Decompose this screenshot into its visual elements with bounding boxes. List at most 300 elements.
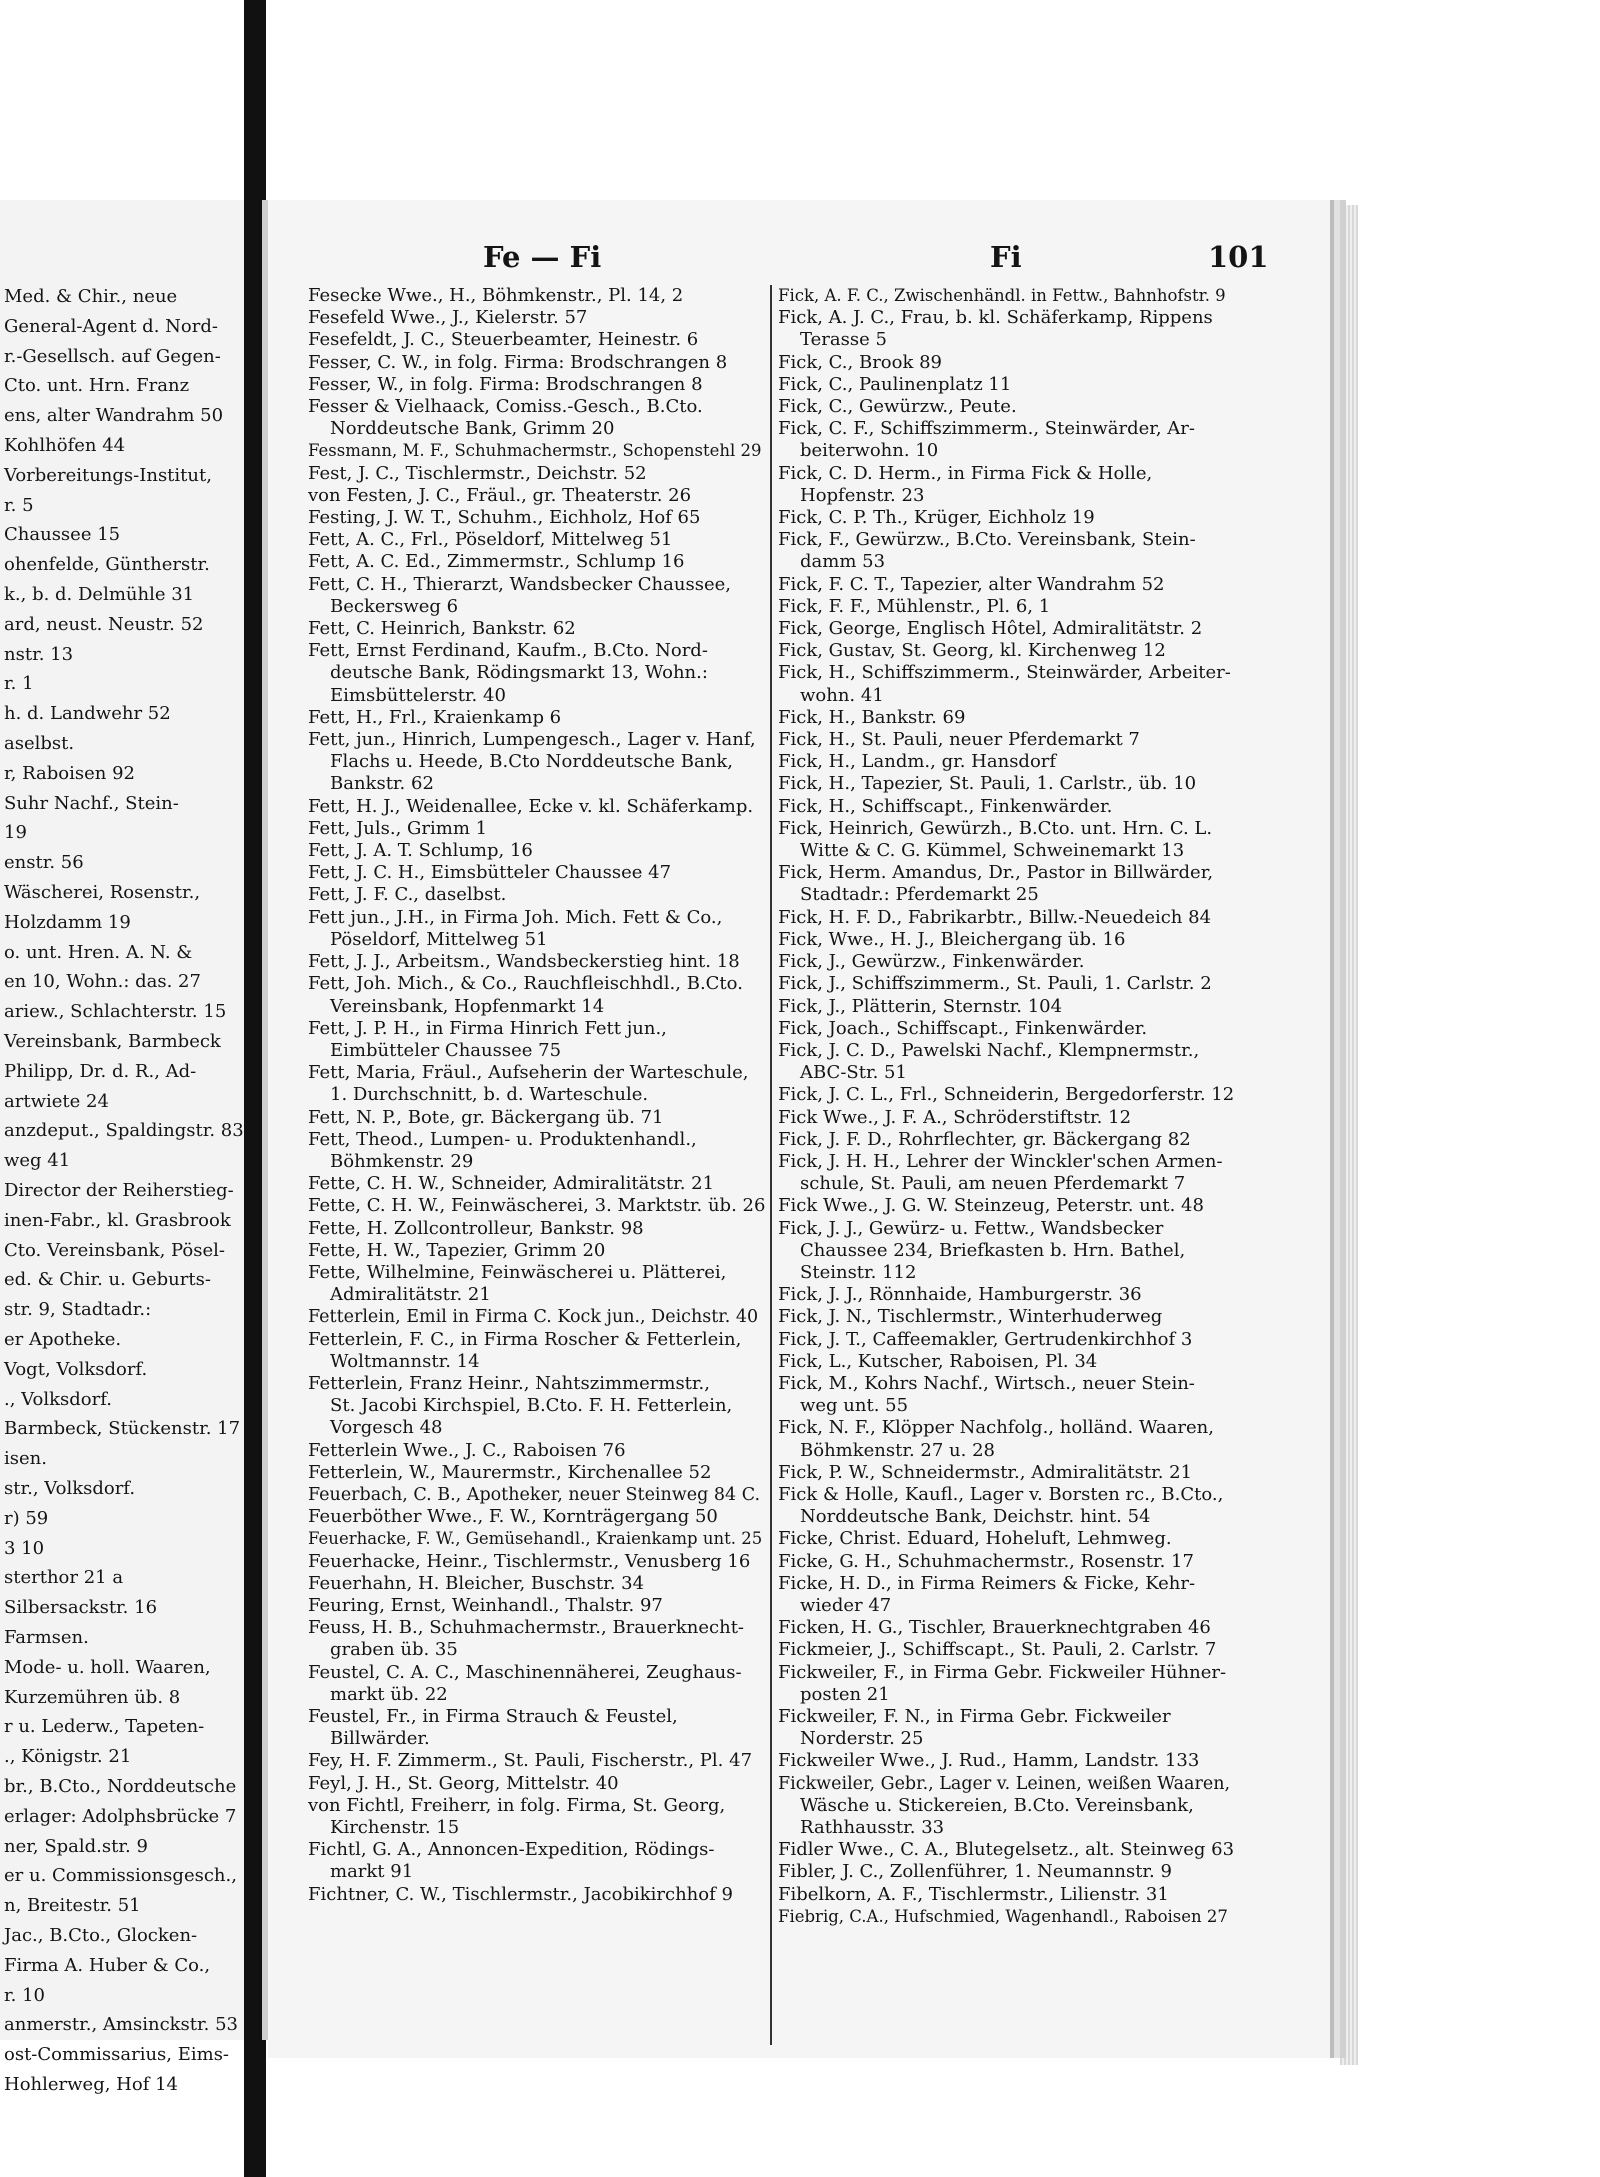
entry-line: Fesser & Vielhaack, Comiss.-Gesch., B.Cto. [308,396,703,418]
entry-line: Fett, A. C. Ed., Zimmermstr., Schlump 16 [308,551,685,573]
directory-entry [778,1706,1236,1750]
entry-line: Fesecke Wwe., H., Böhmkenstr., Pl. 14, 2 [308,285,684,306]
entry-line: Fetterlein, Franz Heinr., Nahtszimmermstr., [308,1372,710,1394]
directory-entry [778,640,1236,662]
entry-line: Feuerböther Wwe., F. W., Kornträgergang 50 [308,1506,718,1528]
left-page-line: Kohlhöfen 44 [4,435,126,456]
entry-continuation: ABC-Str. 51 [800,1062,907,1084]
entry-line: Fett, jun., Hinrich, Lumpengesch., Lager v. Hanf, [308,729,756,751]
entry-continuation: Chaussee 234, Briefkasten b. Hrn. Bathel, [800,1239,1186,1261]
page-edges [1340,205,1358,2065]
directory-entry [308,374,766,396]
entry-continuation: markt üb. 22 [330,1683,448,1705]
running-head-left: Fe — Fi [483,240,602,274]
left-page-line: 19 [4,822,27,844]
entry-line: Fest, J. C., Tischlermstr., Deichstr. 52 [308,462,647,484]
left-page-line: r. 10 [4,1984,45,2006]
entry-line: Fick, J., Gewürzw., Finkenwärder. [778,951,1085,973]
column-divider [770,285,772,2045]
directory-entry [778,307,1236,351]
entry-line: Fett, H. J., Weidenallee, Ecke v. kl. Schäferkamp. [308,795,754,817]
entry-line: Fett, A. C., Frl., Pöseldorf, Mittelweg 51 [308,529,673,551]
directory-entry [778,662,1236,706]
entry-line: Fick, A. F. C., Zwischenhändl. in Fettw., Bahnhofstr. 9 [778,286,1226,305]
entry-line: Fick, Gustav, St. Georg, kl. Kirchenweg 12 [778,640,1166,662]
entry-line: Feuring, Ernst, Weinhandl., Thalstr. 97 [308,1594,663,1616]
entry-line: Fett, J. J., Arbeitsm., Wandsbeckerstieg hint. 18 [308,951,740,973]
entries-column-left [308,285,766,1906]
left-page-line: anmerstr., Amsinckstr. 53 [4,2014,238,2036]
entry-line: Fick & Holle, Kaufl., Lager v. Borsten rc., B.Cto., [778,1483,1224,1505]
directory-entry [778,1639,1236,1661]
left-page-line: artwiete 24 [4,1090,109,1112]
left-page-line: Hohlerweg, Hof 14 [4,2074,178,2095]
left-page-line: ed. & Chir. u. Geburts- [4,1269,211,1291]
directory-entry [308,1662,766,1706]
entry-continuation: 1. Durchschnitt, b. d. Warteschule. [330,1084,649,1106]
directory-entry [308,1440,766,1462]
entry-line: Fichtl, G. A., Annoncen-Expedition, Rödings- [308,1839,715,1861]
directory-entry [778,1284,1236,1306]
directory-entry [308,352,766,374]
directory-entry [308,285,766,307]
directory-entry [778,507,1236,529]
entry-line: Fett, Maria, Fräul., Aufseherin der Warteschule, [308,1062,749,1084]
left-page-line: k., b. d. Delmühle 31 [4,584,195,605]
directory-entry [778,929,1236,951]
entry-continuation: Norderstr. 25 [800,1728,924,1750]
left-page-line: r. 5 [4,494,34,516]
directory-entry [308,551,766,573]
directory-entry [308,1062,766,1106]
entry-continuation: Steinstr. 112 [800,1261,917,1283]
left-page-line: er Apotheke. [4,1329,122,1350]
entry-line: Fick, J., Plätterin, Sternstr. 104 [778,995,1063,1017]
entry-line: Fett, H., Frl., Kraienkamp 6 [308,706,562,728]
entry-line: von Festen, J. C., Fräul., gr. Theaterstr. 26 [308,484,692,506]
directory-entry [308,507,766,529]
directory-entry [308,1173,766,1195]
directory-entry [778,996,1236,1018]
directory-entry [778,1884,1236,1906]
directory-entry [308,463,766,485]
entry-line: Fick, H. F. D., Fabrikarbtr., Billw.-Neuedeich 84 [778,906,1212,928]
entry-line: Fetterlein Wwe., J. C., Raboisen 76 [308,1439,626,1461]
entry-continuation: Vereinsbank, Hopfenmarkt 14 [330,995,605,1017]
directory-entry [778,463,1236,507]
entry-line: Fickmeier, J., Schiffscapt., St. Pauli, 2. Carlstr. 7 [778,1639,1217,1661]
entry-line: Fick, M., Kohrs Nachf., Wirtsch., neuer Stein- [778,1372,1195,1394]
entry-line: Fick, J. F. D., Rohrflechter, gr. Bäckergang 82 [778,1128,1191,1150]
entry-line: Fett, C. H., Thierarzt, Wandsbecker Chaussee, [308,573,731,595]
entry-line: Feuerhacke, F. W., Gemüsehandl., Kraienkamp unt. 25 [308,1529,763,1549]
entry-line: von Fichtl, Freiherr, in folg. Firma, St. Georg, [308,1794,726,1816]
left-page-line: inen-Fabr., kl. Grasbrook [4,1209,231,1231]
entry-line: Fetterlein, F. C., in Firma Roscher & Fetterlein, [308,1328,742,1350]
directory-entry [308,1750,766,1772]
directory-entry [778,1839,1236,1861]
directory-entry [778,907,1236,929]
entry-line: Fett, Joh. Mich., & Co., Rauchfleischhdl., B.Cto. [308,973,743,995]
directory-entry [308,818,766,840]
entry-line: Fick, H., Tapezier, St. Pauli, 1. Carlstr., üb. 10 [778,773,1197,795]
left-page-line: Jac., B.Cto., Glocken- [4,1925,198,1946]
entry-line: Fick, P. W., Schneidermstr., Admiralitätstr. 21 [778,1461,1193,1483]
left-page-line: Silbersackstr. 16 [4,1597,158,1619]
directory-entry [308,1462,766,1484]
entry-line: Fibler, J. C., Zollenführer, 1. Neumannstr. 9 [778,1861,1172,1883]
entry-continuation: Billwärder. [330,1728,430,1750]
entry-line: Fett, J. P. H., in Firma Hinrich Fett jun., [308,1017,667,1039]
entry-line: Fette, H. Zollcontrolleur, Bankstr. 98 [308,1217,644,1239]
left-page-line: Vogt, Volksdorf. [4,1358,148,1380]
left-page-line: Vereinsbank, Barmbeck [4,1031,221,1052]
left-page-line: enstr. 56 [4,852,84,874]
entry-line: Feustel, C. A. C., Maschinennäherei, Zeughaus- [308,1661,742,1683]
entry-continuation: posten 21 [800,1683,890,1705]
entry-continuation: graben üb. 35 [330,1639,458,1661]
entry-continuation: Admiralitätstr. 21 [330,1284,491,1306]
entry-line: Fick, H., Schiffszimmerm., Steinwärder, Arbeiter- [778,662,1231,684]
directory-entry [308,1706,766,1750]
directory-entry [778,1329,1236,1351]
directory-entry [778,862,1236,906]
entry-line: Ficke, H. D., in Firma Reimers & Ficke, Kehr- [778,1572,1196,1594]
entry-line: Fick, George, Englisch Hôtel, Admiralitätstr. 2 [778,618,1203,640]
entry-line: Fick, Wwe., H. J., Bleichergang üb. 16 [778,928,1126,950]
entry-line: Fick, C. F., Schiffszimmerm., Steinwärder, Ar- [778,418,1195,440]
entry-continuation: deutsche Bank, Rödingsmarkt 13, Wohn.: [330,662,708,684]
entry-line: Fibelkorn, A. F., Tischlermstr., Lilienstr. 31 [778,1883,1169,1905]
directory-entry [778,1573,1236,1617]
directory-entry [308,1129,766,1173]
left-page-line: ens, alter Wandrahm 50 [4,405,224,427]
entry-line: Fessmann, M. F., Schuhmachermstr., Schopenstehl 29 [308,441,762,461]
directory-entry [778,1773,1236,1840]
left-page-line: Cto. unt. Hrn. Franz [4,375,190,397]
entry-continuation: damm 53 [800,551,886,573]
directory-entry [308,840,766,862]
left-page-line: r) 59 [4,1507,49,1529]
entry-line: Fick, C., Brook 89 [778,351,943,373]
left-page-line: h. d. Landwehr 52 [4,703,171,725]
left-page-line: Med. & Chir., neue [4,286,178,307]
directory-entry [778,1218,1236,1285]
left-page-line: br., B.Cto., Norddeutsche [4,1776,237,1797]
entry-line: Feuerhacke, Heinr., Tischlermstr., Venusberg 16 [308,1550,751,1572]
entry-line: Fette, Wilhelmine, Feinwäscherei u. Plätterei, [308,1261,727,1283]
directory-entry [778,418,1236,462]
entry-continuation: markt 91 [330,1861,414,1883]
left-page-line: en 10, Wohn.: das. 27 [4,971,201,993]
left-page-line: ., Königstr. 21 [4,1746,132,1768]
directory-entry [308,907,766,951]
directory-entry [778,1129,1236,1151]
directory-entry [308,1528,766,1550]
entry-continuation: schule, St. Pauli, am neuen Pferdemarkt 7 [800,1173,1186,1195]
entry-line: Ficken, H. G., Tischler, Brauerknechtgraben 46 [778,1617,1211,1639]
left-page-line: o. unt. Hren. A. N. & [4,941,193,963]
entry-line: Fick, J. H. H., Lehrer der Winckler'schen Armen- [778,1150,1223,1172]
entry-line: Fidler Wwe., C. A., Blutegelsetz., alt. Steinweg 63 [778,1839,1235,1861]
entry-line: Feyl, J. H., St. Georg, Mittelstr. 40 [308,1772,619,1794]
entry-line: Fett, J. A. T. Schlump, 16 [308,840,533,862]
directory-entry [308,529,766,551]
directory-entry [778,1528,1236,1550]
entry-line: Fickweiler, F. N., in Firma Gebr. Fickweiler [778,1706,1171,1727]
left-page-line: Holzdamm 19 [4,911,131,933]
entry-line: Festing, J. W. T., Schuhm., Eichholz, Hof 65 [308,507,701,529]
directory-entry [308,1218,766,1240]
directory-entry [778,1462,1236,1484]
entry-line: Fichtner, C. W., Tischlermstr., Jacobikirchhof 9 [308,1883,733,1905]
entry-line: Fick, C., Gewürzw., Peute. [778,396,1017,418]
left-page-line: ., Volksdorf. [4,1388,112,1410]
directory-entry [308,884,766,906]
entry-line: Fetterlein, Emil in Firma C. Kock jun., Deichstr. 40 [308,1307,759,1328]
entry-line: Fick, Heinrich, Gewürzh., B.Cto. unt. Hrn. C. L. [778,817,1213,839]
entry-continuation: beiterwohn. 10 [800,440,939,462]
entry-continuation: Woltmannstr. 14 [330,1350,480,1372]
directory-entry [308,307,766,329]
left-page-line: aselbst. [4,733,75,754]
directory-entry [778,729,1236,751]
directory-entry [308,396,766,440]
entry-line: Fickweiler, Gebr., Lager v. Leinen, weißen Waaren, [778,1773,1231,1794]
entry-line: Fett, J. C. H., Eimsbütteler Chaussee 47 [308,862,672,884]
entry-continuation: Norddeutsche Bank, Deichstr. hint. 54 [800,1506,1151,1528]
entry-line: Fick, J. C. L., Frl., Schneiderin, Bergedorferstr. 12 [778,1084,1235,1106]
directory-entry [778,973,1236,995]
directory-entry [308,640,766,707]
left-page-line: Wäscherei, Rosenstr., [4,882,201,903]
directory-entry [308,951,766,973]
entry-continuation: Eimsbüttelerstr. 40 [330,684,506,706]
directory-entry [308,1795,766,1839]
directory-entry [778,1373,1236,1417]
entry-continuation: wohn. 41 [800,684,884,706]
directory-entry [778,1351,1236,1373]
left-page-line: Suhr Nachf., Stein- [4,792,179,814]
directory-entry [308,707,766,729]
left-page-line: Mode- u. holl. Waaren, [4,1656,211,1678]
directory-entry [778,818,1236,862]
entry-continuation: Flachs u. Heede, B.Cto Norddeutsche Bank, [330,751,733,773]
directory-entry [778,1662,1236,1706]
directory-entry [308,796,766,818]
left-page-fragment [0,200,262,2095]
left-page-line: n, Breitestr. 51 [4,1895,141,1917]
entry-continuation: Böhmkenstr. 29 [330,1150,474,1172]
left-page-line: 3 10 [4,1537,45,1559]
entry-line: Fick, N. F., Klöpper Nachfolg., holländ. Waaren, [778,1417,1214,1439]
left-page-line: Kurzemühren üb. 8 [4,1686,181,1708]
entry-line: Fick Wwe., J. F. A., Schröderstiftstr. 12 [778,1106,1132,1128]
left-page-line: Chaussee 15 [4,524,121,546]
page-number: 101 [1208,240,1269,274]
directory-entry [778,1906,1236,1928]
directory-entry [778,352,1236,374]
entry-continuation: Vorgesch 48 [330,1417,443,1439]
directory-entry [308,1018,766,1062]
entry-line: Fick, J. C. D., Pawelski Nachf., Klempnermstr., [778,1039,1200,1061]
entry-line: Fick, H., Bankstr. 69 [778,706,966,728]
directory-entry [308,1551,766,1573]
entry-continuation: Kirchenstr. 15 [330,1817,460,1839]
entry-line: Fetterlein, W., Maurermstr., Kirchenallee 52 [308,1461,712,1483]
directory-entry [308,1773,766,1795]
left-page-line: r. 1 [4,673,34,695]
left-page-line: ard, neust. Neustr. 52 [4,613,204,635]
directory-entry [308,440,766,462]
entry-line: Fey, H. F. Zimmerm., St. Pauli, Fischerstr., Pl. 47 [308,1750,753,1772]
entry-line: Fick Wwe., J. G. W. Steinzeug, Peterstr. unt. 48 [778,1195,1204,1217]
directory-entry [778,1617,1236,1639]
entry-continuation: Böhmkenstr. 27 u. 28 [800,1439,995,1461]
entry-line: Fett, C. Heinrich, Bankstr. 62 [308,618,576,640]
entry-line: Fett jun., J.H., in Firma Joh. Mich. Fett & Co., [308,906,723,928]
entry-line: Fick, H., St. Pauli, neuer Pferdemarkt 7 [778,729,1140,751]
left-page-line: str., Volksdorf. [4,1478,136,1499]
directory-entry [778,374,1236,396]
directory-entry [308,1839,766,1883]
directory-entry [778,796,1236,818]
left-page-line: erlager: Adolphsbrücke 7 [4,1805,237,1827]
left-page-line: r.-Gesellsch. auf Gegen- [4,345,221,367]
entry-line: Fett, J. F. C., daselbst. [308,884,507,906]
directory-entry [778,1018,1236,1040]
left-page-line: Firma A. Huber & Co., [4,1954,211,1976]
entry-line: Fick, C., Paulinenplatz 11 [778,373,1012,395]
directory-entry [778,574,1236,596]
entry-continuation: Beckersweg 6 [330,595,459,617]
left-page-line: Vorbereitungs-Institut, [4,464,212,486]
directory-entry [778,618,1236,640]
entry-continuation: wieder 47 [800,1594,892,1616]
entry-line: Fick, J., Schiffszimmerm., St. Pauli, 1. Carlstr. 2 [778,973,1212,995]
entry-line: Fick, F. F., Mühlenstr., Pl. 6, 1 [778,595,1051,617]
directory-entry [308,485,766,507]
entry-continuation: Pöseldorf, Mittelweg 51 [330,928,548,950]
left-page-line: General-Agent d. Nord- [4,315,218,337]
entry-line: Fick, H., Landm., gr. Hansdorf [778,751,1057,773]
entry-line: Fick, Joach., Schiffscapt., Finkenwärder. [778,1017,1148,1039]
entry-line: Ficke, G. H., Schuhmachermstr., Rosenstr. 17 [778,1550,1194,1572]
directory-entry [308,1329,766,1373]
left-page-line: Cto. Vereinsbank, Pösel- [4,1239,225,1261]
directory-entry [308,1195,766,1217]
directory-entry [308,329,766,351]
left-page-line: Director der Reiherstieg- [4,1180,234,1201]
entry-continuation: Eimbütteler Chaussee 75 [330,1039,562,1061]
directory-entry [778,773,1236,795]
entry-continuation: Witte & C. G. Kümmel, Schweinemarkt 13 [800,840,1185,862]
left-page-line: r, Raboisen 92 [4,762,135,784]
entry-continuation: Hopfenstr. 23 [800,484,925,506]
running-head-right: Fi [990,240,1022,274]
entry-continuation: Norddeutsche Bank, Grimm 20 [330,418,615,440]
directory-entry [308,1306,766,1328]
entry-continuation: Bankstr. 62 [330,773,434,795]
directory-entry [778,1151,1236,1195]
directory-entry [308,862,766,884]
entry-line: Fick, C. D. Herm., in Firma Fick & Holle, [778,462,1153,484]
entry-line: Fesser, W., in folg. Firma: Brodschrangen 8 [308,373,703,395]
entry-continuation: Wäsche u. Stickereien, B.Cto. Vereinsbank, [800,1794,1194,1816]
entry-line: Fick, A. J. C., Frau, b. kl. Schäferkamp, Rippens [778,307,1213,329]
entry-line: Fesser, C. W., in folg. Firma: Brodschrangen 8 [308,351,728,373]
entry-line: Fick, F., Gewürzw., B.Cto. Vereinsbank, Stein- [778,529,1196,551]
entry-line: Fick, L., Kutscher, Raboisen, Pl. 34 [778,1350,1098,1372]
entry-line: Fickweiler Wwe., J. Rud., Hamm, Landstr. 133 [778,1750,1200,1772]
entry-continuation: Rathhausstr. 33 [800,1817,945,1839]
entries-column-right [778,285,1236,1928]
left-page-line: str. 9, Stadtadr.: [4,1299,152,1321]
directory-entry [778,1484,1236,1528]
directory-entry [778,951,1236,973]
directory-entry [308,618,766,640]
left-page-line: ohenfelde, Güntherstr. [4,554,210,576]
directory-entry [778,529,1236,573]
entry-continuation: Stadtadr.: Pferdemarkt 25 [800,884,1039,906]
entry-line: Feustel, Fr., in Firma Strauch & Feustel, [308,1706,678,1727]
entry-line: Fick, J. J., Gewürz- u. Fettw., Wandsbecker [778,1217,1164,1239]
entry-line: Fette, C. H. W., Feinwäscherei, 3. Marktstr. üb. 26 [308,1195,766,1217]
entry-line: Fette, H. W., Tapezier, Grimm 20 [308,1239,606,1261]
directory-entry [778,1551,1236,1573]
directory-entry [308,1884,766,1906]
entry-line: Fett, N. P., Bote, gr. Bäckergang üb. 71 [308,1106,664,1128]
directory-entry [778,1195,1236,1217]
left-page-line: Philipp, Dr. d. R., Ad- [4,1060,197,1082]
directory-entry [778,1861,1236,1883]
directory-entry [778,396,1236,418]
entry-continuation: St. Jacobi Kirchspiel, B.Cto. F. H. Fetterlein, [330,1395,733,1417]
entry-line: Fick, Herm. Amandus, Dr., Pastor in Billwärder, [778,862,1214,884]
directory-entry [308,1617,766,1661]
entry-continuation: weg unt. 55 [800,1395,909,1417]
entry-line: Fett, Theod., Lumpen- u. Produktenhandl., [308,1128,697,1150]
left-page-line: isen. [4,1448,47,1470]
directory-entry [308,1595,766,1617]
entry-line: Fett, Juls., Grimm 1 [308,817,488,839]
directory-entry [308,1484,766,1506]
entry-line: Fett, Ernst Ferdinand, Kaufm., B.Cto. Nord- [308,640,708,662]
entry-line: Fick, J. J., Rönnhaide, Hamburgerstr. 36 [778,1284,1142,1306]
directory-entry [778,596,1236,618]
left-page-line: ost-Commissarius, Eims- [4,2044,230,2066]
entry-line: Fick, C. P. Th., Krüger, Eichholz 19 [778,507,1095,529]
left-page-line: Barmbeck, Stückenstr. 17 [4,1418,241,1440]
entry-line: Feuerbach, C. B., Apotheker, neuer Steinweg 84 C. [308,1484,761,1505]
directory-entry [778,707,1236,729]
directory-entry [308,1107,766,1129]
entry-continuation: Terasse 5 [800,329,887,351]
directory-entry [778,1306,1236,1328]
left-page-line: anzdeput., Spaldingstr. 83 [4,1120,244,1142]
directory-entry [308,729,766,796]
left-page-line: er u. Commissionsgesch., [4,1865,237,1887]
entry-line: Fickweiler, F., in Firma Gebr. Fickweiler Hühner- [778,1661,1227,1683]
left-page-line: Farmsen. [4,1627,89,1648]
entry-line: Fick, J. T., Caffeemakler, Gertrudenkirchhof 3 [778,1328,1193,1350]
entry-line: Fesefeld Wwe., J., Kielerstr. 57 [308,307,588,329]
directory-entry [308,973,766,1017]
directory-entry [778,1417,1236,1461]
entry-line: Fick, H., Schiffscapt., Finkenwärder. [778,795,1113,817]
left-page-line: weg 41 [4,1150,71,1172]
left-page-line: ner, Spald.str. 9 [4,1835,148,1857]
